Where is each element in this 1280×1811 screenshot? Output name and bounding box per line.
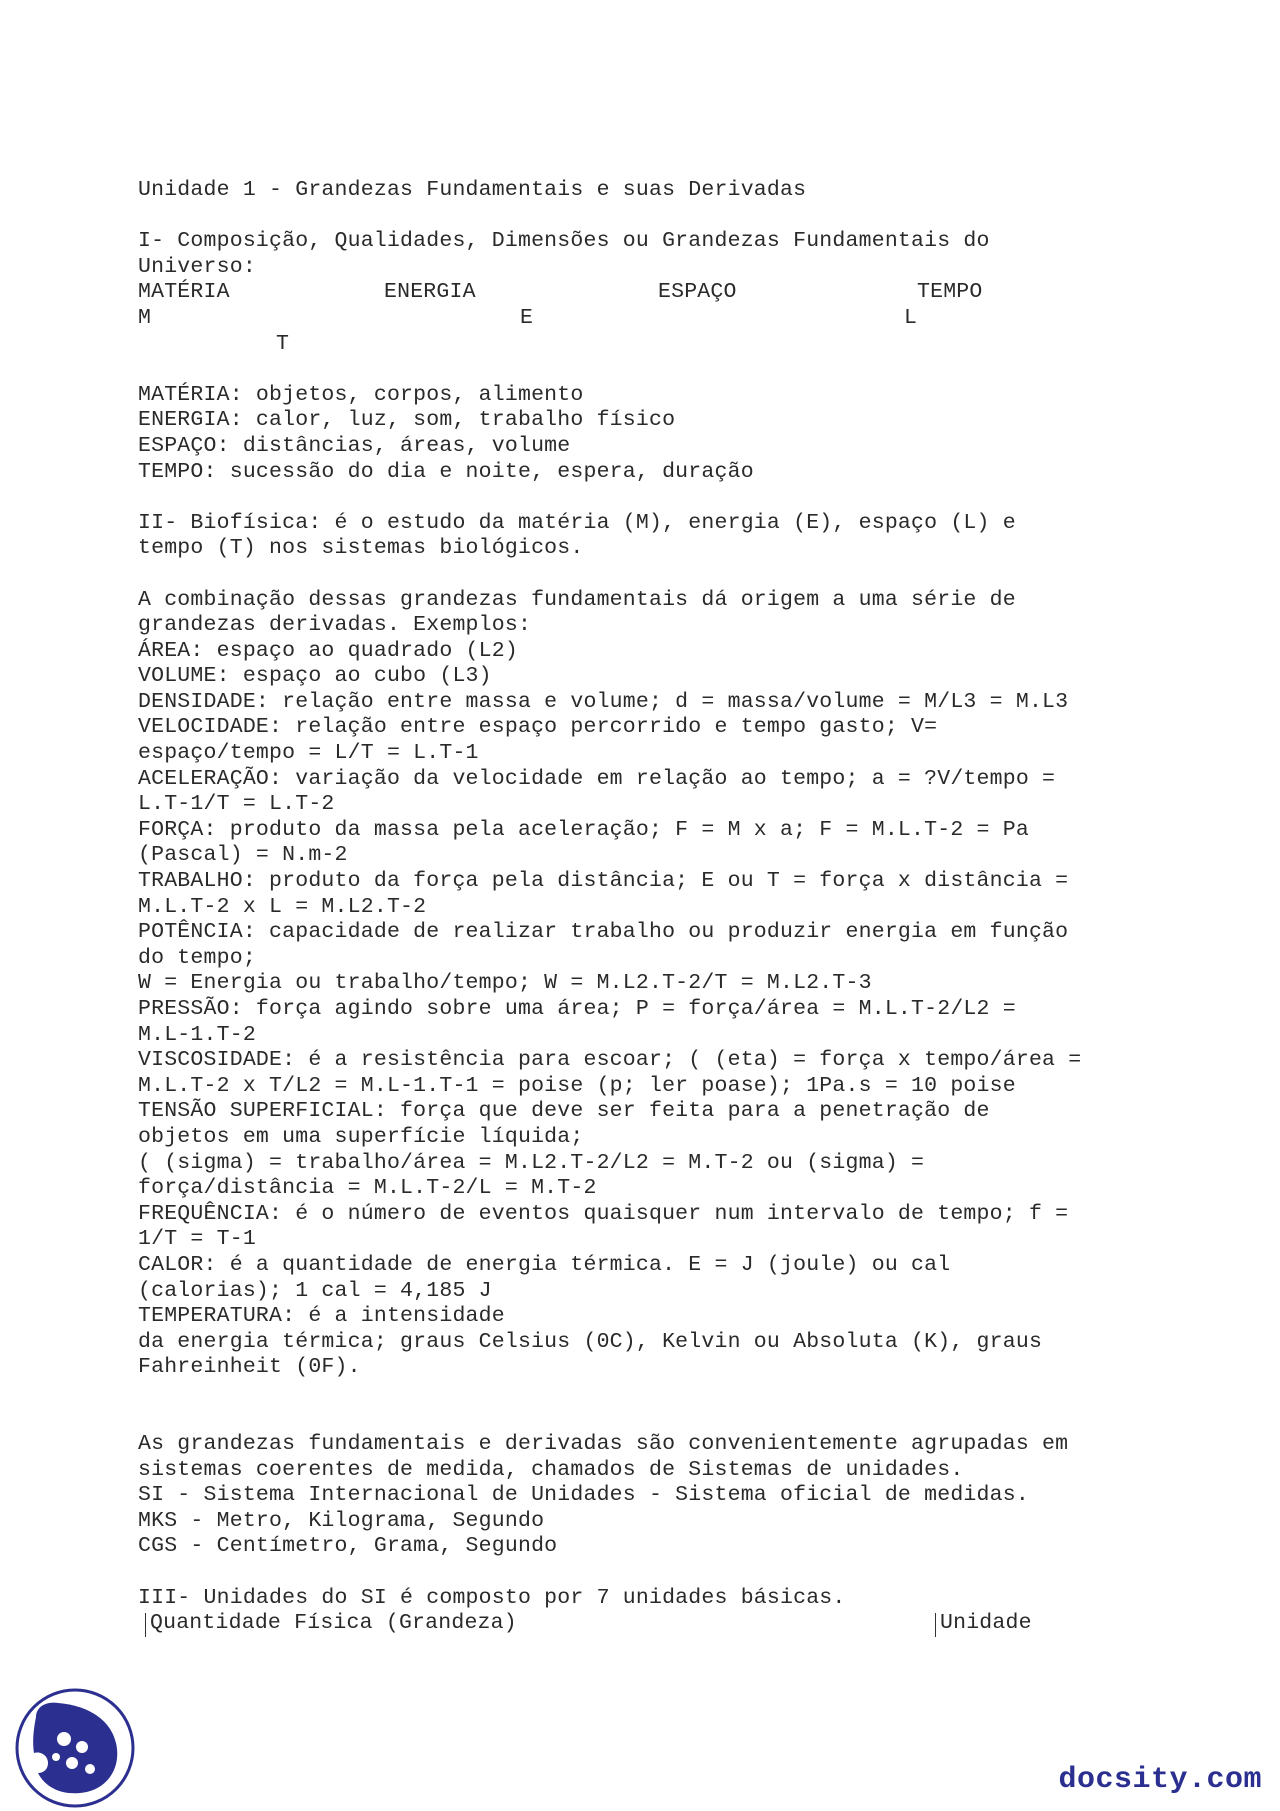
derived-quantity-line: VISCOSIDADE: é a resistência para escoar; ( (eta) = força x tempo/área =	[138, 1048, 1082, 1073]
derived-quantity-line: Fahreinheit (0F).	[138, 1355, 361, 1380]
derived-quantity-line: TRABALHO: produto da força pela distância; E ou T = força x distância =	[138, 869, 1069, 894]
quantity-label: MATÉRIA	[138, 280, 230, 305]
definition-line: ESPAÇO: distâncias, áreas, volume	[138, 433, 571, 458]
definitions-list	[138, 383, 1138, 485]
derived-quantity-line: força/distância = M.L.T-2/L = M.T-2	[138, 1176, 597, 1201]
derived-quantity-line: L.T-1/T = L.T-2	[138, 792, 335, 817]
derived-quantity-line: VOLUME: espaço ao cubo (L3)	[138, 664, 492, 689]
derived-quantity-line: POTÊNCIA: capacidade de realizar trabalho ou produzir energia em função	[138, 920, 1069, 945]
derived-quantity-line: M.L.T-2 x T/L2 = M.L-1.T-1 = poise (p; ler poase); 1Pa.s = 10 poise	[138, 1073, 1016, 1098]
quantity-symbol: E	[520, 305, 534, 330]
definition-line: MATÉRIA: objetos, corpos, alimento	[138, 382, 584, 407]
derived-quantity-line: (Pascal) = N.m-2	[138, 843, 348, 868]
derived-quantity-line: espaço/tempo = L/T = L.T-1	[138, 741, 479, 766]
document-body	[138, 178, 1138, 1637]
derived-quantity-line: FREQUÊNCIA: é o número de eventos quaisquer num intervalo de tempo; f =	[138, 1201, 1069, 1226]
paragraph-line: sistemas coerentes de medida, chamados de Sistemas de unidades.	[138, 1457, 964, 1482]
derived-quantity-line: FORÇA: produto da massa pela aceleração; F = M x a; F = M.L.T-2 = Pa	[138, 817, 1029, 842]
derived-quantity-line: da energia térmica; graus Celsius (0C), Kelvin ou Absoluta (K), graus	[138, 1329, 1043, 1354]
quantity-symbol: T	[276, 331, 290, 356]
definition-line: TEMPO: sucessão do dia e noite, espera, duração	[138, 459, 754, 484]
derived-quantity-line: objetos em uma superfície líquida;	[138, 1124, 584, 1149]
section3-heading: III- Unidades do SI é composto por 7 unidades básicas.	[138, 1585, 846, 1610]
paragraph-line: CGS - Centímetro, Grama, Segundo	[138, 1534, 558, 1559]
derived-quantity-line: TEMPERATURA: é a intensidade	[138, 1304, 505, 1329]
symbols-row-2	[138, 332, 1138, 358]
definition-line: ENERGIA: calor, luz, som, trabalho físico	[138, 408, 676, 433]
paragraph-line: As grandezas fundamentais e derivadas são convenientemente agrupadas em	[138, 1432, 1069, 1457]
quantity-symbol: L	[904, 305, 918, 330]
derived-quantity-line: DENSIDADE: relação entre massa e volume; d = massa/volume = M/L3 = M.L3	[138, 689, 1069, 714]
derived-quantity-line: VELOCIDADE: relação entre espaço percorrido e tempo gasto; V=	[138, 715, 938, 740]
si-table-header	[138, 1611, 1138, 1637]
derived-quantity-line: grandezas derivadas. Exemplos:	[138, 613, 532, 638]
table-header-quantity: Quantidade Física (Grandeza)	[150, 1611, 517, 1636]
derived-quantity-line: PRESSÃO: força agindo sobre uma área; P = força/área = M.L.T-2/L2 =	[138, 997, 1016, 1021]
docsity-logo-icon	[14, 1687, 136, 1809]
quantity-label: TEMPO	[917, 280, 983, 305]
derived-quantity-line: W = Energia ou trabalho/tempo; W = M.L2.T-2/T = M.L2.T-3	[138, 971, 872, 996]
derived-quantity-line: do tempo;	[138, 945, 256, 970]
paragraph-line: tempo (T) nos sistemas biológicos.	[138, 536, 584, 561]
table-header-unit: Unidade	[940, 1611, 1032, 1636]
derived-quantity-line: M.L-1.T-2	[138, 1022, 256, 1047]
docsity-brand-text[interactable]: docsity.com	[1058, 1763, 1262, 1797]
symbols-row	[138, 306, 1138, 332]
quantity-symbol: M	[138, 305, 152, 330]
quantity-label: ENERGIA	[384, 280, 476, 305]
derived-quantities-list	[138, 588, 1138, 1381]
derived-quantity-line: CALOR: é a quantidade de energia térmica. E = J (joule) ou cal	[138, 1252, 951, 1277]
paragraph-line: SI - Sistema Internacional de Unidades - Sistema oficial de medidas.	[138, 1483, 1029, 1508]
derived-quantity-line: A combinação dessas grandezas fundamentais dá origem a uma série de	[138, 587, 1016, 612]
derived-quantity-line: ÁREA: espaço ao quadrado (L2)	[138, 638, 518, 663]
section2-paragraph	[138, 511, 1138, 562]
quantities-row	[138, 280, 1138, 306]
quantity-label: ESPAÇO	[658, 280, 737, 305]
paragraph-line: II- Biofísica: é o estudo da matéria (M), energia (E), espaço (L) e	[138, 510, 1016, 535]
derived-quantity-line: (calorias); 1 cal = 4,185 J	[138, 1278, 492, 1303]
derived-quantity-line: ( (sigma) = trabalho/área = M.L2.T-2/L2 = M.T-2 ou (sigma) =	[138, 1150, 925, 1175]
derived-quantity-line: TENSÃO SUPERFICIAL: força que deve ser feita para a penetração de	[138, 1099, 990, 1124]
section1-heading: I- Composição, Qualidades, Dimensões ou Grandezas Fundamentais do	[138, 229, 990, 254]
derived-quantity-line: M.L.T-2 x L = M.L2.T-2	[138, 894, 427, 919]
section1-heading-cont: Universo:	[138, 254, 256, 279]
document-title: Unidade 1 - Grandezas Fundamentais e suas Derivadas	[138, 178, 807, 202]
derived-quantity-line: 1/T = T-1	[138, 1227, 256, 1252]
unit-systems-paragraph	[138, 1432, 1138, 1560]
paragraph-line: MKS - Metro, Kilograma, Segundo	[138, 1508, 545, 1533]
derived-quantity-line: ACELERAÇÃO: variação da velocidade em relação ao tempo; a = ?V/tempo =	[138, 766, 1056, 791]
